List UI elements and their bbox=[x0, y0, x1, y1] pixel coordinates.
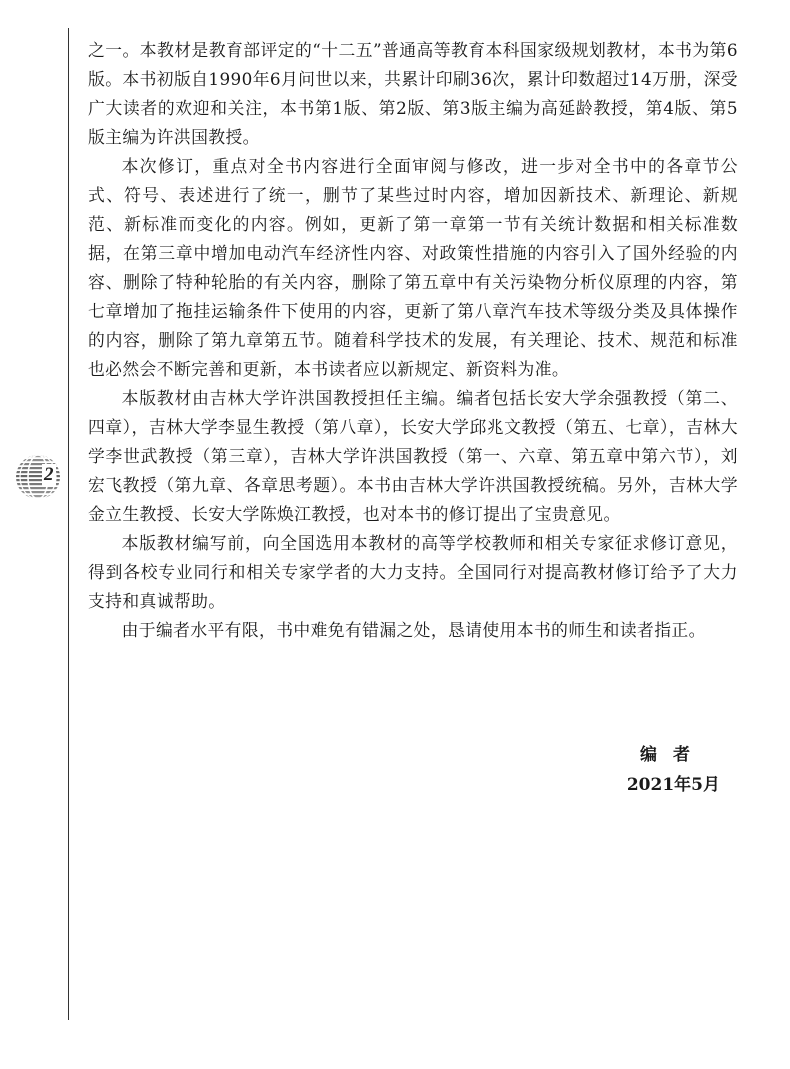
signature-block bbox=[560, 740, 720, 800]
preface-body bbox=[88, 36, 738, 645]
margin-rule bbox=[68, 28, 69, 1020]
page-number: 2 bbox=[44, 464, 54, 485]
paragraph-continued: 之一。本教材是教育部评定的“十二五”普通高等教育本科国家级规划教材，本书为第6版。本书初版自1990年6月问世以来，共累计印刷36次，累计印数超过14万册，深受广大读者的欢迎和关注，本书第1版、第2版、第3版主编为高延龄教授，第4版、第5版主编为许洪国教授。 bbox=[88, 40, 738, 147]
page-number-marker bbox=[12, 450, 72, 510]
paragraph-editors: 本版教材由吉林大学许洪国教授担任主编。编者包括长安大学余强教授（第二、四章），吉林大学李显生教授（第八章），长安大学邱兆文教授（第五、七章），吉林大学李世武教授（第三章），吉林大学许洪国教授（第一、六章、第五章中第六节），刘宏飞教授（第九章、各章思考题）。本书由吉林大学许洪国教授统稿。另外，吉林大学金立生教授、长安大学陈焕江教授，也对本书的修订提出了宝贵意见。 bbox=[88, 388, 738, 524]
signature-name: 编者 bbox=[640, 745, 706, 765]
paragraph-closing: 由于编者水平有限，书中难免有错漏之处，恳请使用本书的师生和读者指正。 bbox=[121, 620, 706, 640]
paragraph-acknowledgement: 本版教材编写前，向全国选用本教材的高等学校教师和相关专家征求修订意见，得到各校专业同行和相关专家学者的大力支持。全国同行对提高教材修订给予了大力支持和真诚帮助。 bbox=[88, 533, 738, 611]
striped-globe-icon bbox=[12, 450, 68, 506]
paragraph-revision-scope: 本次修订，重点对全书内容进行全面审阅与修改，进一步对全书中的各章节公式、符号、表述进行了统一，删节了某些过时内容，增加因新技术、新理论、新规范、新标准而变化的内容。例如，更新了第一章第一节有关统计数据和相关标准数据，在第三章中增加电动汽车经济性内容、对政策性措施的内容引入了国外经验的内容、删除了特种轮胎的有关内容，删除了第五章中有关污染物分析仪原理的内容，第七章增加了拖挂运输条件下使用的内容，更新了第八章汽车技术等级分类及具体操作的内容，删除了第九章第五节。随着科学技术的发展，有关理论、技术、规范和标准也必然会不断完善和更新，本书读者应以新规定、新资料为准。 bbox=[88, 156, 738, 379]
signature-date: 2021年5月 bbox=[626, 775, 720, 795]
